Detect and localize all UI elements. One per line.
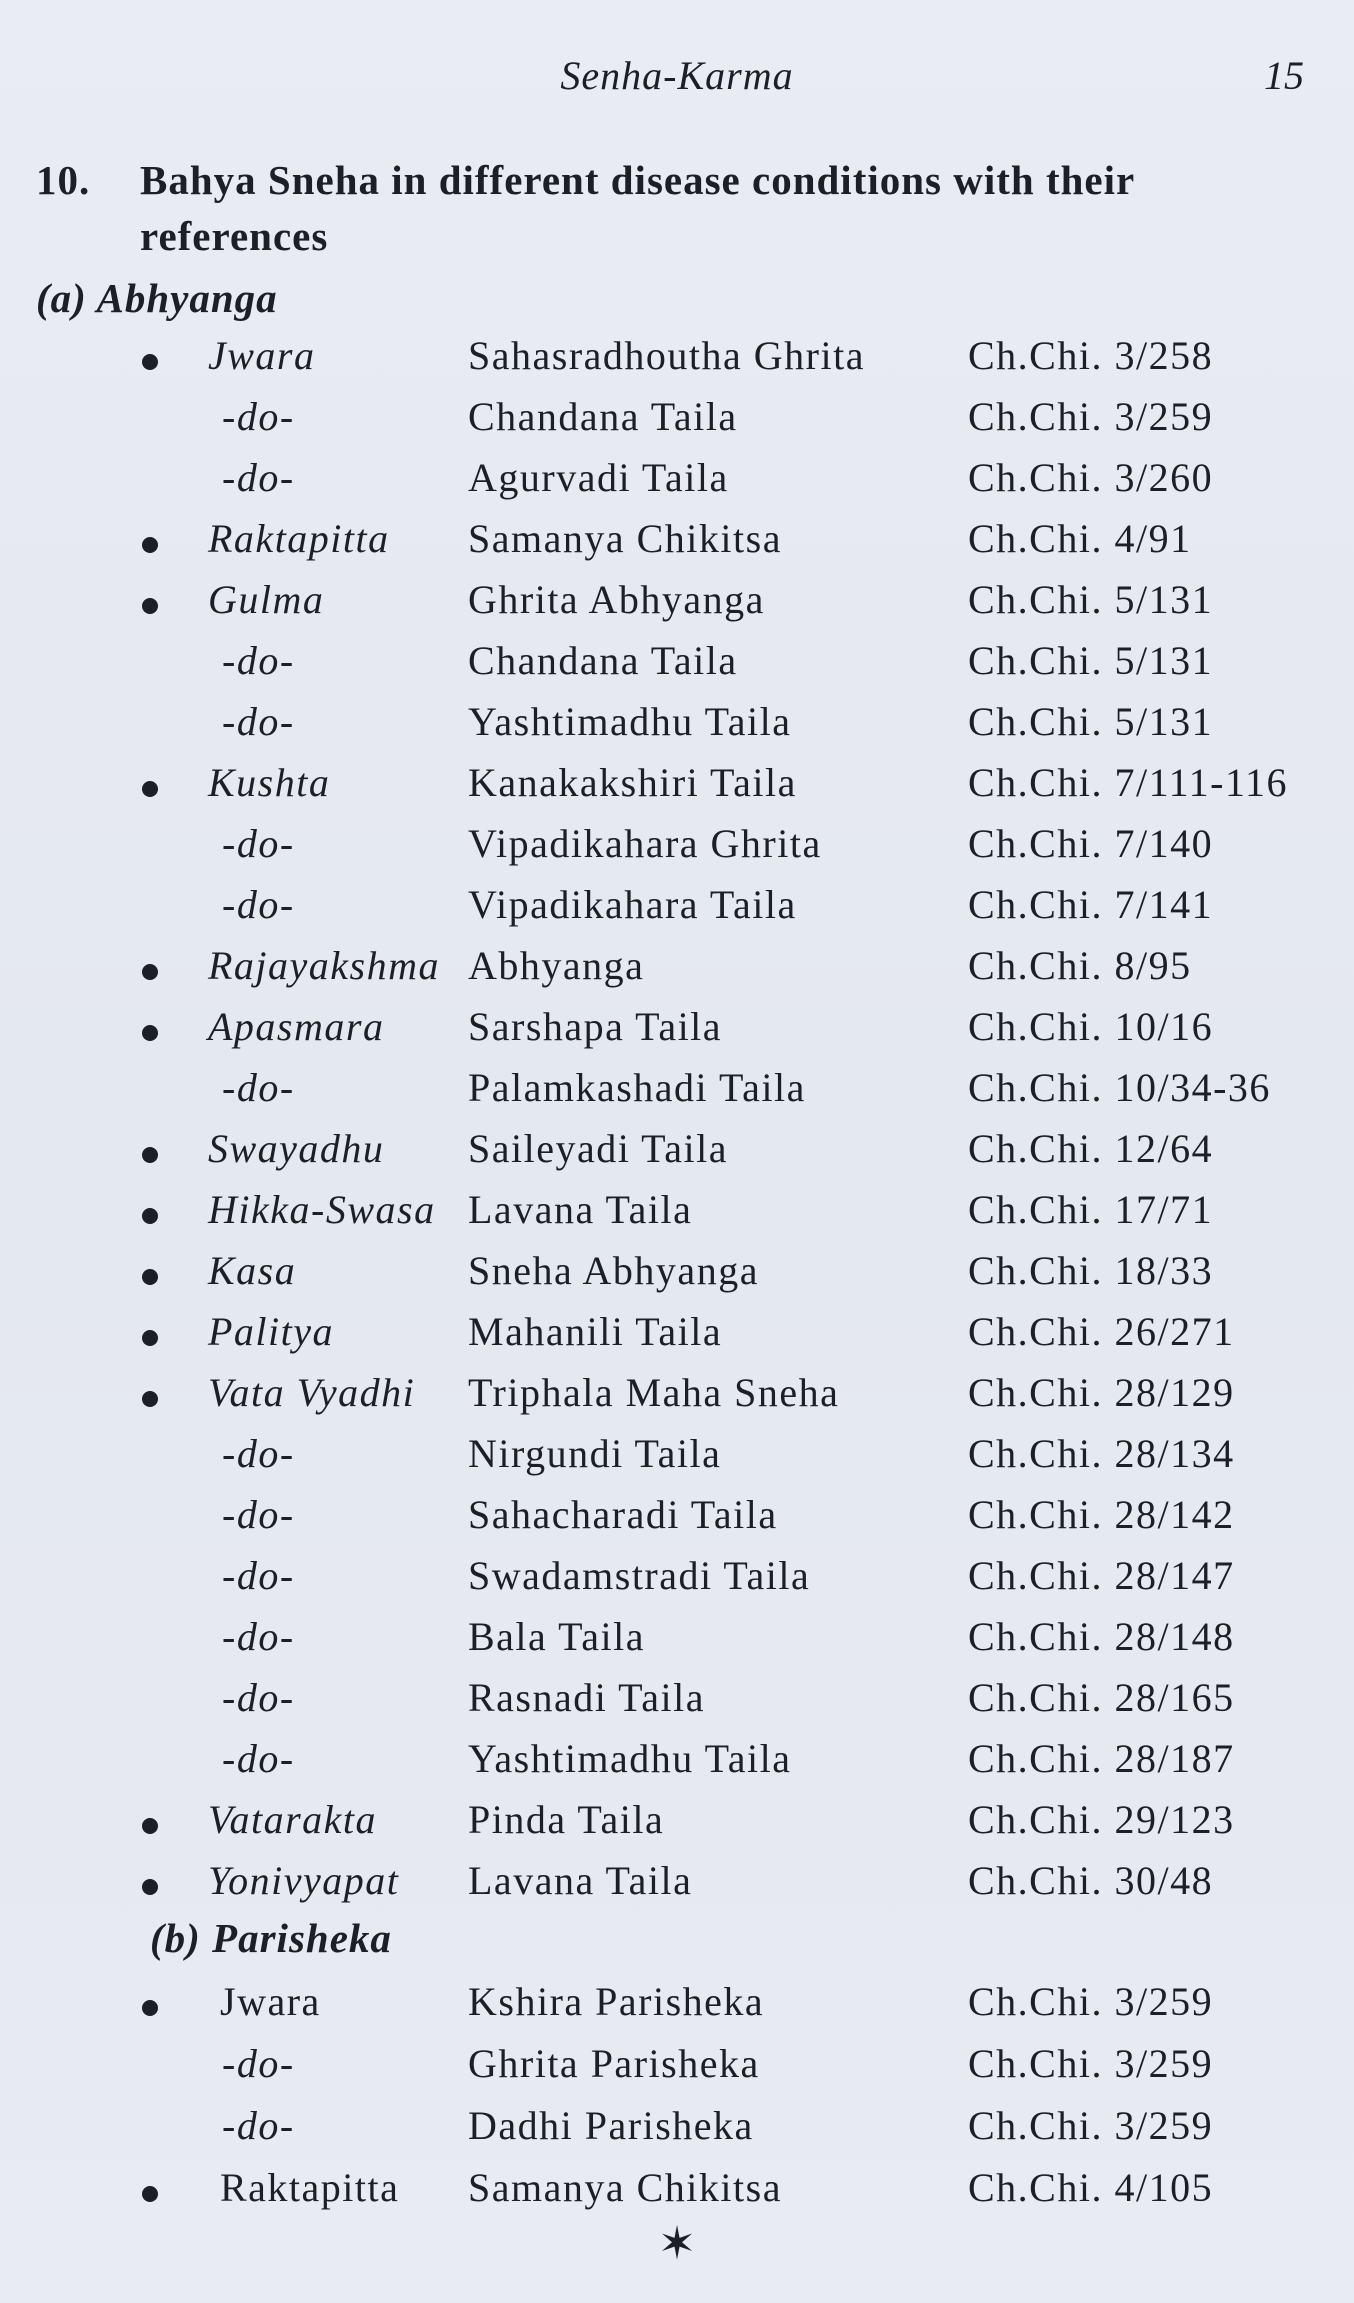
- condition-cell: Raktapitta: [220, 2165, 400, 2210]
- bullet-icon: [142, 781, 158, 797]
- reference-cell: Ch.Chi. 28/147: [968, 1553, 1235, 1598]
- reference-cell: Ch.Chi. 5/131: [968, 699, 1214, 744]
- condition-cell: Kasa: [208, 1248, 297, 1293]
- reference-cell: Ch.Chi. 3/259: [968, 1979, 1214, 2024]
- medicine-cell: Vipadikahara Taila: [468, 882, 797, 927]
- condition-cell: -do-: [222, 1492, 295, 1537]
- reference-cell: Ch.Chi. 28/134: [968, 1431, 1235, 1476]
- condition-cell: Raktapitta: [208, 516, 390, 561]
- reference-cell: Ch.Chi. 7/141: [968, 882, 1214, 927]
- condition-cell: -do-: [222, 394, 295, 439]
- reference-cell: Ch.Chi. 28/165: [968, 1675, 1235, 1720]
- medicine-cell: Samanya Chikitsa: [468, 516, 782, 561]
- medicine-cell: Saileyadi Taila: [468, 1126, 728, 1171]
- reference-cell: Ch.Chi. 28/148: [968, 1614, 1235, 1659]
- table-row: [0, 2040, 1354, 2096]
- table-row: [0, 1857, 1354, 1913]
- table-row: [0, 1003, 1354, 1059]
- condition-cell: -do-: [222, 1614, 295, 1659]
- table-row: [0, 2164, 1354, 2220]
- condition-cell: Swayadhu: [208, 1126, 385, 1171]
- table-row: [0, 1978, 1354, 2034]
- condition-cell: Kushta: [208, 760, 331, 805]
- reference-cell: Ch.Chi. 28/187: [968, 1736, 1235, 1781]
- condition-cell: -do-: [222, 1553, 295, 1598]
- medicine-cell: Dadhi Parisheka: [468, 2103, 754, 2148]
- table-row: [0, 515, 1354, 571]
- subsection-abhyanga-label: (a) Abhyanga: [36, 275, 278, 321]
- bullet-icon: [142, 598, 158, 614]
- reference-cell: Ch.Chi. 4/105: [968, 2165, 1214, 2210]
- condition-cell: -do-: [222, 821, 295, 866]
- medicine-cell: Samanya Chikitsa: [468, 2165, 782, 2210]
- table-row: [0, 637, 1354, 693]
- table-row: [0, 332, 1354, 388]
- end-ornament-icon: ✶: [657, 2218, 697, 2269]
- table-row: [0, 1308, 1354, 1364]
- bullet-icon: [142, 1269, 158, 1285]
- table-row: [0, 1613, 1354, 1669]
- medicine-cell: Sahacharadi Taila: [468, 1492, 778, 1537]
- condition-cell: -do-: [222, 455, 295, 500]
- running-title: Senha-Karma: [560, 53, 794, 98]
- reference-cell: Ch.Chi. 4/91: [968, 516, 1192, 561]
- bullet-icon: [142, 354, 158, 370]
- table-row: [0, 942, 1354, 998]
- reference-cell: Ch.Chi. 28/142: [968, 1492, 1235, 1537]
- condition-cell: Jwara: [208, 333, 316, 378]
- table-row: [0, 1186, 1354, 1242]
- condition-cell: Yonivyapat: [208, 1858, 400, 1903]
- medicine-cell: Pinda Taila: [468, 1797, 665, 1842]
- bullet-icon: [142, 1147, 158, 1163]
- medicine-cell: Lavana Taila: [468, 1187, 693, 1232]
- reference-cell: Ch.Chi. 3/259: [968, 2103, 1214, 2148]
- table-row: [0, 1735, 1354, 1791]
- medicine-cell: Ghrita Parisheka: [468, 2041, 760, 2086]
- bullet-icon: [142, 1025, 158, 1041]
- reference-cell: Ch.Chi. 3/260: [968, 455, 1214, 500]
- condition-cell: -do-: [222, 1675, 295, 1720]
- condition-cell: Rajayakshma: [208, 943, 441, 988]
- reference-cell: Ch.Chi. 5/131: [968, 638, 1214, 683]
- medicine-cell: Chandana Taila: [468, 394, 738, 439]
- medicine-cell: Palamkashadi Taila: [468, 1065, 806, 1110]
- bullet-icon: [142, 1818, 158, 1834]
- medicine-cell: Sarshapa Taila: [468, 1004, 723, 1049]
- table-row: [0, 454, 1354, 510]
- medicine-cell: Nirgundi Taila: [468, 1431, 722, 1476]
- medicine-cell: Vipadikahara Ghrita: [468, 821, 822, 866]
- reference-cell: Ch.Chi. 10/34-36: [968, 1065, 1271, 1110]
- condition-cell: -do-: [222, 2041, 295, 2086]
- reference-cell: Ch.Chi. 3/259: [968, 394, 1214, 439]
- table-row: [0, 2102, 1354, 2158]
- table-row: [0, 1125, 1354, 1181]
- medicine-cell: Triphala Maha Sneha: [468, 1370, 840, 1415]
- medicine-cell: Bala Taila: [468, 1614, 645, 1659]
- medicine-cell: Yashtimadhu Taila: [468, 1736, 792, 1781]
- medicine-cell: Mahanili Taila: [468, 1309, 723, 1354]
- page-number: 15: [1264, 53, 1304, 98]
- condition-cell: -do-: [222, 638, 295, 683]
- bullet-icon: [142, 2000, 158, 2016]
- table-row: [0, 820, 1354, 876]
- medicine-cell: Kanakakshiri Taila: [468, 760, 797, 805]
- bullet-icon: [142, 1879, 158, 1895]
- condition-cell: Hikka-Swasa: [208, 1187, 436, 1232]
- table-row: [0, 1064, 1354, 1120]
- condition-cell: Vata Vyadhi: [208, 1370, 416, 1415]
- condition-cell: -do-: [222, 699, 295, 744]
- reference-cell: Ch.Chi. 28/129: [968, 1370, 1235, 1415]
- table-row: [0, 881, 1354, 937]
- reference-cell: Ch.Chi. 7/111-116: [968, 760, 1288, 805]
- reference-cell: Ch.Chi. 7/140: [968, 821, 1214, 866]
- medicine-cell: Rasnadi Taila: [468, 1675, 706, 1720]
- table-row: [0, 1491, 1354, 1547]
- table-row: [0, 1552, 1354, 1608]
- bullet-icon: [142, 1330, 158, 1346]
- medicine-cell: Sneha Abhyanga: [468, 1248, 759, 1293]
- table-row: [0, 393, 1354, 449]
- reference-cell: Ch.Chi. 5/131: [968, 577, 1214, 622]
- reference-cell: Ch.Chi. 18/33: [968, 1248, 1214, 1293]
- reference-cell: Ch.Chi. 10/16: [968, 1004, 1214, 1049]
- medicine-cell: Agurvadi Taila: [468, 455, 729, 500]
- condition-cell: Gulma: [208, 577, 325, 622]
- medicine-cell: Swadamstradi Taila: [468, 1553, 811, 1598]
- section-number: 10.: [36, 157, 91, 203]
- reference-cell: Ch.Chi. 8/95: [968, 943, 1192, 988]
- condition-cell: Vatarakta: [208, 1797, 378, 1842]
- reference-cell: Ch.Chi. 17/71: [968, 1187, 1214, 1232]
- medicine-cell: Sahasradhoutha Ghrita: [468, 333, 865, 378]
- condition-cell: -do-: [222, 1065, 295, 1110]
- condition-cell: -do-: [222, 2103, 295, 2148]
- table-row: [0, 1369, 1354, 1425]
- condition-cell: Jwara: [220, 1979, 321, 2024]
- medicine-cell: Ghrita Abhyanga: [468, 577, 765, 622]
- table-row: [0, 1247, 1354, 1303]
- table-row: [0, 1674, 1354, 1730]
- medicine-cell: Abhyanga: [468, 943, 645, 988]
- reference-cell: Ch.Chi. 3/259: [968, 2041, 1214, 2086]
- reference-cell: Ch.Chi. 3/258: [968, 333, 1214, 378]
- reference-cell: Ch.Chi. 26/271: [968, 1309, 1235, 1354]
- table-row: [0, 576, 1354, 632]
- table-row: [0, 1430, 1354, 1486]
- bullet-icon: [142, 2186, 158, 2202]
- table-row: [0, 759, 1354, 815]
- condition-cell: -do-: [222, 882, 295, 927]
- reference-cell: Ch.Chi. 12/64: [968, 1126, 1214, 1171]
- medicine-cell: Yashtimadhu Taila: [468, 699, 792, 744]
- subsection-parisheka-label: (b) Parisheka: [150, 1915, 392, 1961]
- table-row: [0, 1796, 1354, 1852]
- reference-cell: Ch.Chi. 30/48: [968, 1858, 1214, 1903]
- condition-cell: Palitya: [208, 1309, 335, 1354]
- table-row: [0, 698, 1354, 754]
- medicine-cell: Kshira Parisheka: [468, 1979, 765, 2024]
- condition-cell: -do-: [222, 1736, 295, 1781]
- reference-cell: Ch.Chi. 29/123: [968, 1797, 1235, 1842]
- section-title: Bahya Sneha in different disease conditions with their references: [140, 157, 1135, 259]
- bullet-icon: [142, 1208, 158, 1224]
- condition-cell: Apasmara: [208, 1004, 385, 1049]
- bullet-icon: [142, 1391, 158, 1407]
- medicine-cell: Chandana Taila: [468, 638, 738, 683]
- condition-cell: -do-: [222, 1431, 295, 1476]
- bullet-icon: [142, 537, 158, 553]
- bullet-icon: [142, 964, 158, 980]
- medicine-cell: Lavana Taila: [468, 1858, 693, 1903]
